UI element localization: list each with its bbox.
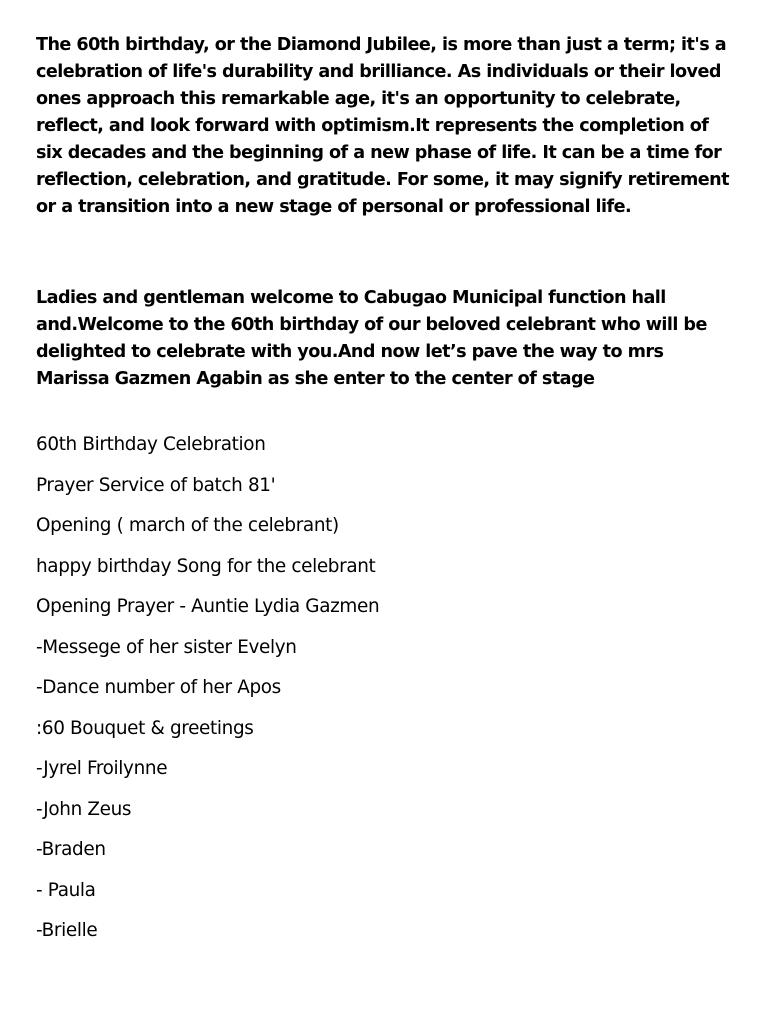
intro-paragraph: The 60th birthday, or the Diamond Jubilee, is more than just a term; it's a celebration of life's durability and brilliance. As individuals or their loved ones approach this remarkable age, it's an opportunity to celebrate, reflect, and look forward with optimism.It represents the completion of six decades and the beginning of a new phase of life. It can be a time for reflection, celebration, and gratitude. For some, it may signify retirement or a transition into a new stage of personal or professional life. (36, 35, 729, 217)
agenda-item: Opening Prayer - Auntie Lydia Gazmen (36, 596, 380, 617)
agenda-item: :60 Bouquet & greetings (36, 717, 254, 739)
program-agenda-list (36, 431, 379, 958)
agenda-item: 60th Birthday Celebration (36, 434, 266, 455)
agenda-item: -Braden (36, 839, 106, 860)
welcome-paragraph: Ladies and gentleman welcome to Cabugao Municipal function hall and.Welcome to the 60th birthday of our beloved celebrant who will be delighted to celebrate with you.And now let’s pave the way to mrs Marissa Gazmen Agabin as she enter to the center of stage (36, 288, 707, 389)
agenda-item: happy birthday Song for the celebrant (36, 555, 376, 577)
agenda-item: Prayer Service of batch 81' (36, 474, 276, 496)
agenda-item: -John Zeus (36, 798, 132, 820)
agenda-item: -Jyrel Froilynne (36, 758, 168, 779)
agenda-item: -Messege of her sister Evelyn (36, 636, 297, 658)
agenda-item: Opening ( march of the celebrant) (36, 515, 339, 536)
agenda-item: - Paula (36, 879, 96, 901)
agenda-item: -Brielle (36, 920, 98, 941)
agenda-item: -Dance number of her Apos (36, 677, 281, 698)
